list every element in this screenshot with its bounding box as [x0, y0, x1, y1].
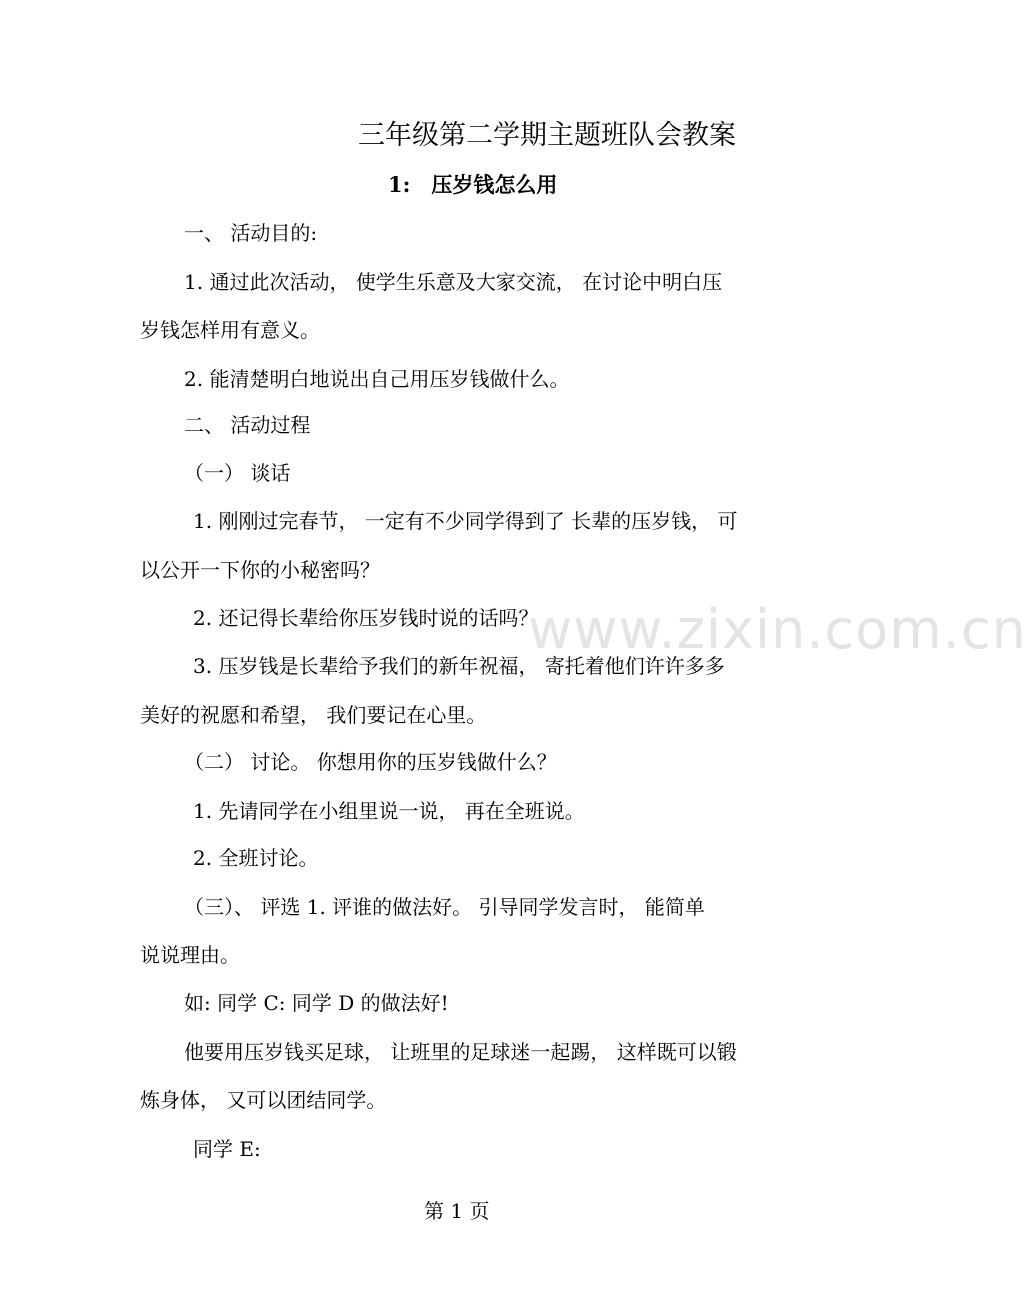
paragraph-line: 2. 还记得长辈给你压岁钱时说的话吗？ [193, 606, 539, 630]
paragraph-line: 1. 刚刚过完春节， 一定有不少同学得到了 长辈的压岁钱， 可 [193, 509, 738, 533]
paragraph-line: 他要用压岁钱买足球， 让班里的足球迷一起踢， 这样既可以锻 [184, 1040, 737, 1064]
paragraph-line: 3. 压岁钱是长辈给予我们的新年祝福， 寄托着他们许许多多 [193, 654, 725, 678]
page-number: 第 1 页 [424, 1199, 490, 1223]
paragraph-line: 以公开一下你的小秘密吗？ [140, 558, 380, 582]
heading-purpose: 一、 活动目的: [184, 221, 318, 245]
paragraph-line: 美好的祝愿和希望， 我们要记在心里。 [140, 703, 487, 727]
paragraph-line: 如: 同学 C: 同学 D 的做法好! [184, 991, 449, 1015]
document-title: 三年级第二学期主题班队会教案 [358, 120, 736, 151]
subheading-selection: （三）、 评选 1. 评谁的做法好。 引导同学发言时， 能简单 [184, 895, 705, 919]
paragraph-line: 说说理由。 [140, 943, 240, 967]
paragraph-line: 同学 E: [193, 1137, 261, 1161]
watermark: www.zixin.com.cn [528, 598, 1027, 661]
paragraph-line: 2. 全班讨论。 [193, 846, 319, 870]
subheading-talk: （一） 谈话 [184, 461, 291, 485]
heading-process: 二、 活动过程 [184, 413, 311, 437]
subheading-discussion: （二） 讨论。 你想用你的压岁钱做什么？ [184, 750, 557, 774]
section-title: 1: 压岁钱怎么用 [388, 172, 558, 197]
paragraph-line: 2. 能清楚明白地说出自己用压岁钱做什么。 [184, 367, 570, 391]
paragraph-line: 炼身体， 又可以团结同学。 [140, 1088, 387, 1112]
paragraph-line: 1. 通过此次活动， 使学生乐意及大家交流， 在讨论中明白压 [184, 270, 723, 294]
paragraph-line: 1. 先请同学在小组里说一说， 再在全班说。 [193, 799, 585, 823]
paragraph-line: 岁钱怎样用有意义。 [140, 318, 320, 342]
